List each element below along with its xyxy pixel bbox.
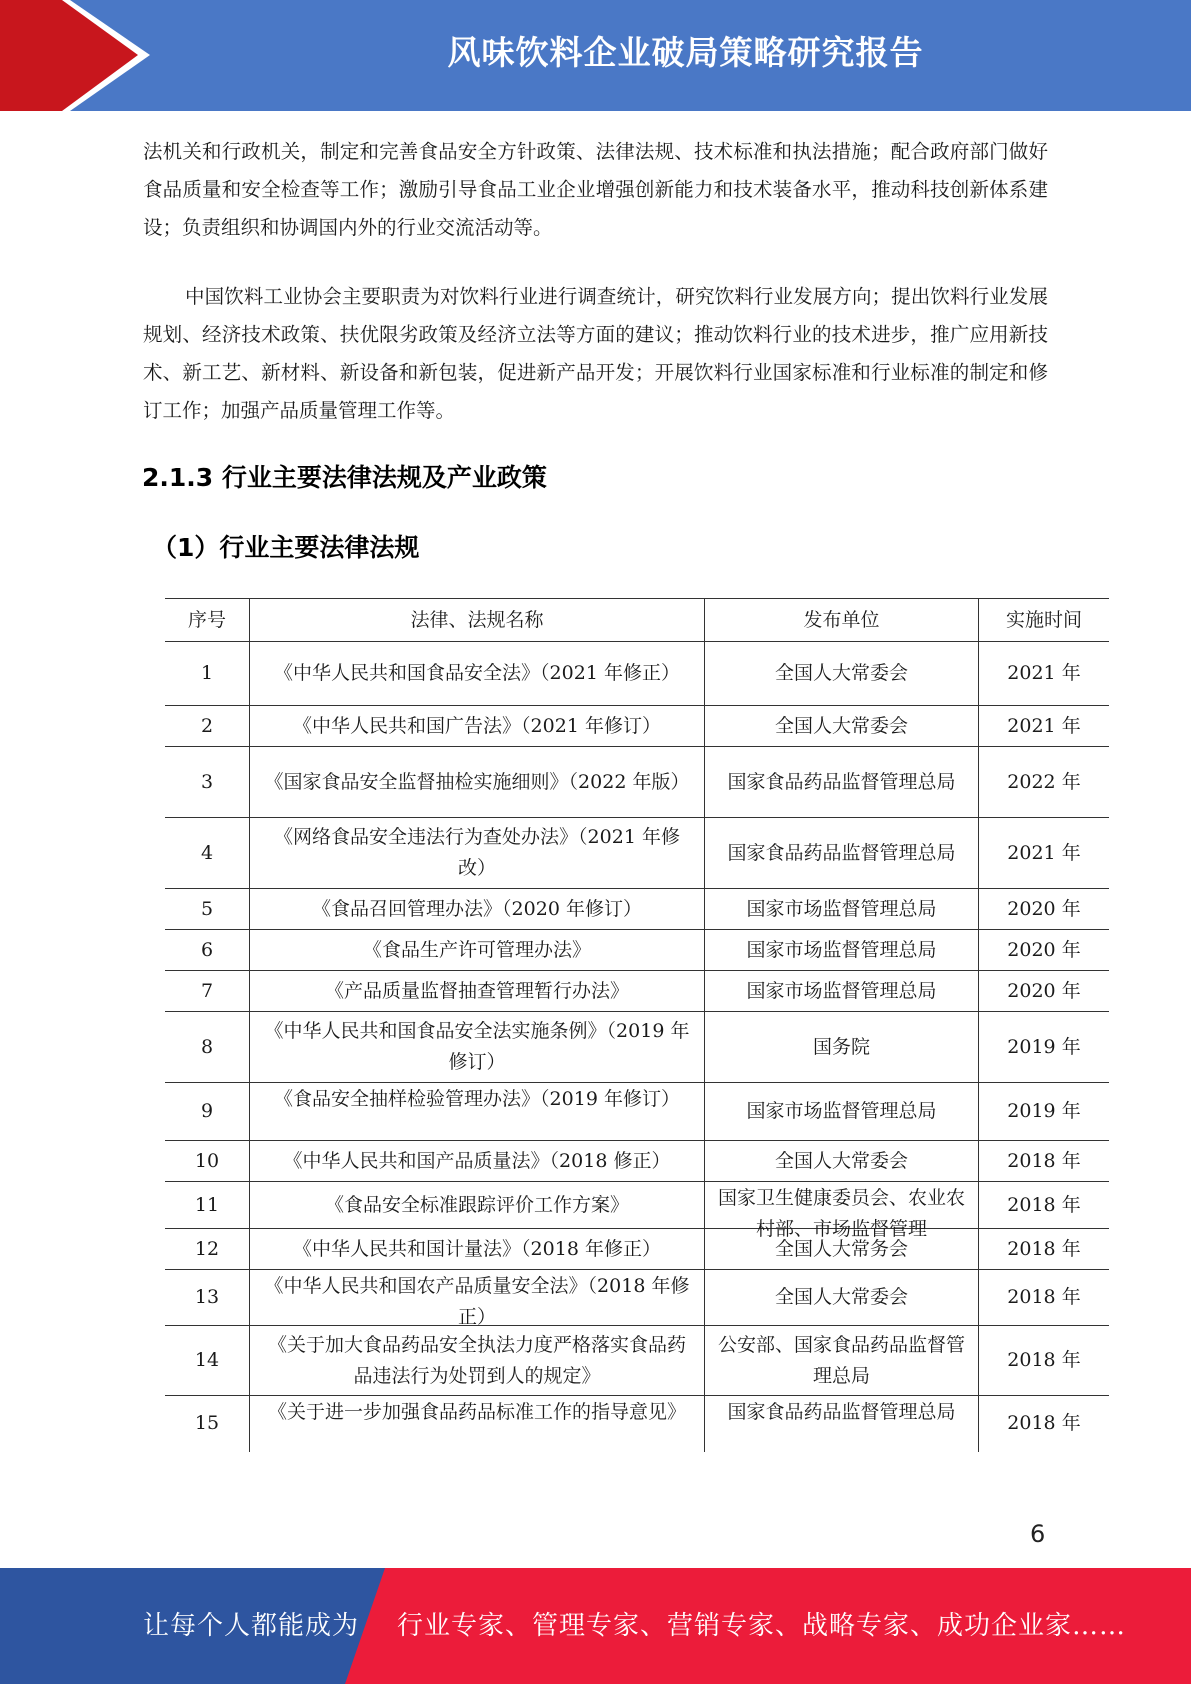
cell-publisher: 全国人大常委会	[705, 1141, 979, 1182]
cell-law-name: 《中华人民共和国广告法》（2021 年修订）	[250, 706, 705, 747]
cell-effective-date: 2018 年	[979, 1396, 1110, 1452]
table-row	[165, 971, 1109, 1012]
cell-index: 4	[165, 818, 250, 889]
cell-law-name: 《网络食品安全违法行为查处办法》（2021 年修改）	[250, 818, 705, 889]
cell-publisher: 国家市场监督管理总局	[705, 1083, 979, 1141]
cell-law-name	[250, 1396, 705, 1452]
paragraph-continuation: 法机关和行政机关，制定和完善食品安全方针政策、法律法规、技术标准和执法措施；配合政府部门做好食品质量和安全检查等工作；激励引导食品工业企业增强创新能力和技术装备水平，推动科技创新体系建设；负责组织和协调国内外的行业交流活动等。	[143, 140, 1048, 239]
cell-law-name: 《中华人民共和国计量法》（2018 年修正）	[250, 1229, 705, 1270]
cell-effective-date: 2021 年	[979, 706, 1110, 747]
cell-publisher: 国务院	[705, 1012, 979, 1083]
cell-publisher: 全国人大常委会	[705, 1270, 979, 1326]
cell-index: 5	[165, 889, 250, 930]
cell-effective-date: 2021 年	[979, 642, 1110, 706]
table-header-row	[165, 599, 1109, 642]
table-row	[165, 818, 1109, 889]
section-heading: 2.1.3 行业主要法律法规及产业政策	[142, 463, 547, 492]
footer-slogan-right: 行业专家、管理专家、营销专家、战略专家、成功企业家……	[397, 1611, 1127, 1641]
cell-publisher: 全国人大常务会	[705, 1229, 979, 1270]
page-footer	[0, 1568, 1191, 1684]
cell-index: 7	[165, 971, 250, 1012]
table-row	[165, 1229, 1109, 1270]
table-row	[165, 1182, 1109, 1229]
cell-law-name: 《关于加大食品药品安全执法力度严格落实食品药品违法行为处罚到人的规定》	[250, 1326, 705, 1396]
table-row	[165, 1270, 1109, 1326]
table-row	[165, 1083, 1109, 1141]
cell-effective-date: 2018 年	[979, 1326, 1110, 1396]
cell-effective-date: 2020 年	[979, 930, 1110, 971]
cell-effective-date: 2018 年	[979, 1270, 1110, 1326]
cell-effective-date: 2020 年	[979, 889, 1110, 930]
cell-law-name: 《食品生产许可管理办法》	[250, 930, 705, 971]
cell-index: 1	[165, 642, 250, 706]
table-row	[165, 1396, 1109, 1452]
cell-publisher	[705, 1182, 979, 1240]
cell-effective-date: 2022 年	[979, 747, 1110, 818]
cell-index: 6	[165, 930, 250, 971]
cell-publisher: 国家食品药品监督管理总局	[705, 818, 979, 889]
cell-index: 9	[165, 1083, 250, 1141]
cell-index: 11	[165, 1182, 250, 1229]
cell-effective-date: 2019 年	[979, 1083, 1110, 1141]
cell-publisher: 全国人大常委会	[705, 642, 979, 706]
col-header-law-name: 法律、法规名称	[250, 599, 705, 642]
page-header	[0, 0, 1191, 111]
laws-table	[165, 598, 1109, 1452]
cell-law-name: 《食品召回管理办法》（2020 年修订）	[250, 889, 705, 930]
page-number: 6	[1030, 1520, 1046, 1548]
cell-effective-date: 2018 年	[979, 1182, 1110, 1229]
cell-law-name: 《国家食品安全监督抽检实施细则》（2022 年版）	[250, 747, 705, 818]
cell-law-name: 《产品质量监督抽查管理暂行办法》	[250, 971, 705, 1012]
cell-index: 2	[165, 706, 250, 747]
cell-publisher-text: 国家卫生健康委员会、农业农村部、市场监督管理	[717, 1186, 965, 1240]
cell-effective-date: 2018 年	[979, 1141, 1110, 1182]
table-row	[165, 889, 1109, 930]
table-row	[165, 706, 1109, 747]
paragraph-association-duties: 中国饮料工业协会主要职责为对饮料行业进行调查统计，研究饮料行业发展方向；提出饮料行业发展规划、经济技术政策、扶优限劣政策及经济立法等方面的建议；推动饮料行业的技术进步，推广应用新技术、新工艺、新材料、新设备和新包装，促进新产品开发；开展饮料行业国家标准和行业标准的制定和修订工作；加强产品质量管理工作等。	[143, 285, 1048, 422]
col-header-index: 序号	[165, 599, 250, 642]
cell-publisher: 全国人大常委会	[705, 706, 979, 747]
cell-effective-date: 2019 年	[979, 1012, 1110, 1083]
cell-publisher-text: 国家食品药品监督管理总局	[727, 1400, 956, 1423]
cell-law-name-text: 《食品安全抽样检验管理办法》（2019 年修订）	[274, 1087, 680, 1110]
cell-index: 10	[165, 1141, 250, 1182]
subsection-heading: （1）行业主要法律法规	[152, 533, 420, 562]
table-row	[165, 1012, 1109, 1083]
cell-index: 13	[165, 1270, 250, 1326]
cell-index: 12	[165, 1229, 250, 1270]
cell-index: 3	[165, 747, 250, 818]
cell-index: 14	[165, 1326, 250, 1396]
col-header-publisher: 发布单位	[705, 599, 979, 642]
cell-publisher	[705, 1396, 979, 1452]
cell-publisher: 国家市场监督管理总局	[705, 889, 979, 930]
cell-law-name-text: 《中华人民共和国农产品质量安全法》（2018 年修正）	[264, 1274, 690, 1328]
document-title: 风味饮料企业破局策略研究报告	[447, 33, 924, 72]
table-row	[165, 747, 1109, 818]
table-row	[165, 1326, 1109, 1396]
col-header-effective-date: 实施时间	[979, 599, 1110, 642]
cell-effective-date: 2020 年	[979, 971, 1110, 1012]
cell-law-name	[250, 1083, 705, 1141]
cell-publisher: 国家食品药品监督管理总局	[705, 747, 979, 818]
cell-law-name: 《中华人民共和国产品质量法》（2018 修正）	[250, 1141, 705, 1182]
table-row	[165, 1141, 1109, 1182]
cell-effective-date: 2021 年	[979, 818, 1110, 889]
cell-publisher: 公安部、国家食品药品监督管理总局	[705, 1326, 979, 1396]
cell-law-name: 《中华人民共和国食品安全法实施条例》（2019 年修订）	[250, 1012, 705, 1083]
cell-law-name	[250, 1270, 705, 1326]
cell-effective-date: 2018 年	[979, 1229, 1110, 1270]
cell-index: 15	[165, 1396, 250, 1452]
cell-index: 8	[165, 1012, 250, 1083]
cell-law-name: 《食品安全标准跟踪评价工作方案》	[250, 1182, 705, 1229]
footer-slogan-left: 让每个人都能成为	[143, 1611, 360, 1641]
cell-law-name: 《中华人民共和国食品安全法》（2021 年修正）	[250, 642, 705, 706]
cell-publisher: 国家市场监督管理总局	[705, 930, 979, 971]
table-row	[165, 642, 1109, 706]
cell-publisher: 国家市场监督管理总局	[705, 971, 979, 1012]
cell-law-name-text: 《关于进一步加强食品药品标准工作的指导意见》	[267, 1400, 686, 1423]
table-row	[165, 930, 1109, 971]
